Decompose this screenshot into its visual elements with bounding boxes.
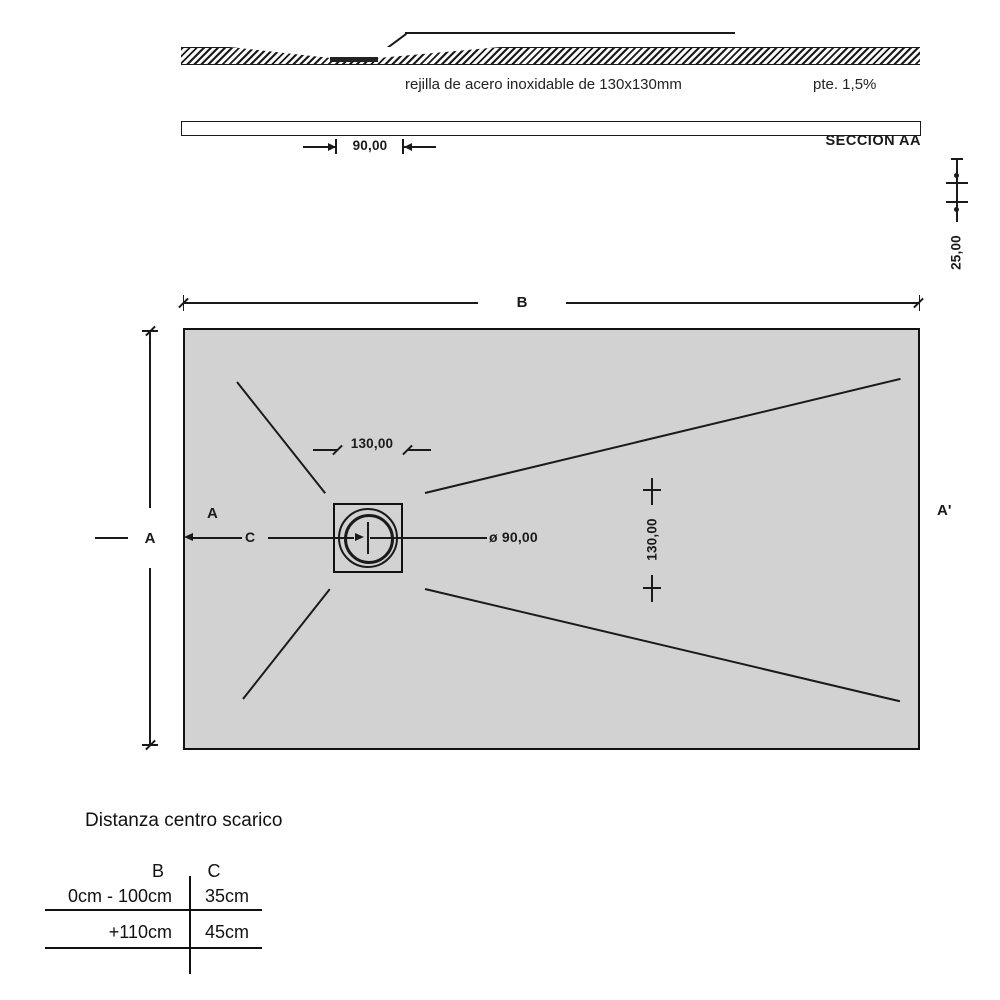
dim-a-label: A	[144, 530, 156, 547]
drain-diameter-text: ø 90,00	[489, 529, 538, 545]
dim-130v-tick-top	[643, 489, 661, 491]
dim-90-tail-right	[403, 146, 436, 148]
table-column-divider	[189, 876, 191, 974]
drain-grate-section	[330, 57, 378, 62]
table-cell-b-range: 0cm - 100cm	[67, 886, 172, 906]
dim-90-tick-left	[335, 139, 337, 154]
table-header-c: C	[207, 861, 221, 881]
dim-25-tick-bottom	[946, 201, 968, 203]
table-cell-c-value: 35cm	[205, 886, 250, 906]
table-rule-1	[45, 909, 262, 911]
dim-130v-tick-bottom	[643, 587, 661, 589]
dim-25-line	[956, 158, 958, 222]
dim-b-line-right	[566, 302, 920, 304]
dim-130h-tail-left	[313, 449, 337, 451]
table-rule-2	[45, 947, 262, 949]
dim-a-line-top	[149, 331, 151, 508]
grate-callout-label: rejilla de acero inoxidable de 130x130mm	[405, 76, 682, 93]
dim-130h-tail-right	[407, 449, 431, 451]
table-cell-b-range: +110cm	[108, 922, 172, 942]
callout-horizontal-line	[405, 32, 735, 34]
centerline-seg1	[193, 537, 242, 539]
dim-a-line-bottom	[149, 568, 151, 745]
section-end-label: A'	[937, 502, 952, 519]
centerline-seg2	[268, 537, 354, 539]
tray-body	[183, 328, 920, 750]
dim-130v-text: 130,00	[644, 518, 660, 561]
dim-25-dot-bottom	[954, 207, 959, 212]
dim-25-tick-top	[946, 182, 968, 184]
centerline-edge-arrow	[184, 533, 193, 541]
table-title: Distanza centro scarico	[85, 810, 283, 831]
centerline-center-arrow	[355, 533, 364, 541]
centerline-seg3	[370, 537, 487, 539]
section-view-label: SECCION AA	[825, 133, 921, 149]
table-cell-c-value: 45cm	[205, 922, 250, 942]
slope-label: pte. 1,5%	[813, 76, 877, 93]
dim-130h-text: 130,00	[350, 436, 394, 451]
dim-130v-tail-top	[651, 478, 653, 505]
drain-offset-label: C	[245, 529, 256, 545]
dim-b-line-left	[184, 302, 478, 304]
dim-25-endbar	[951, 158, 963, 160]
dim-25-dot-top	[954, 173, 959, 178]
dim-25-text: 25,00	[948, 235, 964, 270]
dim-90-text: 90,00	[352, 138, 388, 153]
drain-center-tick	[367, 522, 369, 554]
dim-b-label: B	[516, 294, 528, 311]
section-start-label: A	[207, 505, 218, 522]
table-header-b: B	[151, 861, 164, 881]
drain-inner-circle	[344, 514, 394, 564]
section-cut-stub	[95, 537, 128, 539]
